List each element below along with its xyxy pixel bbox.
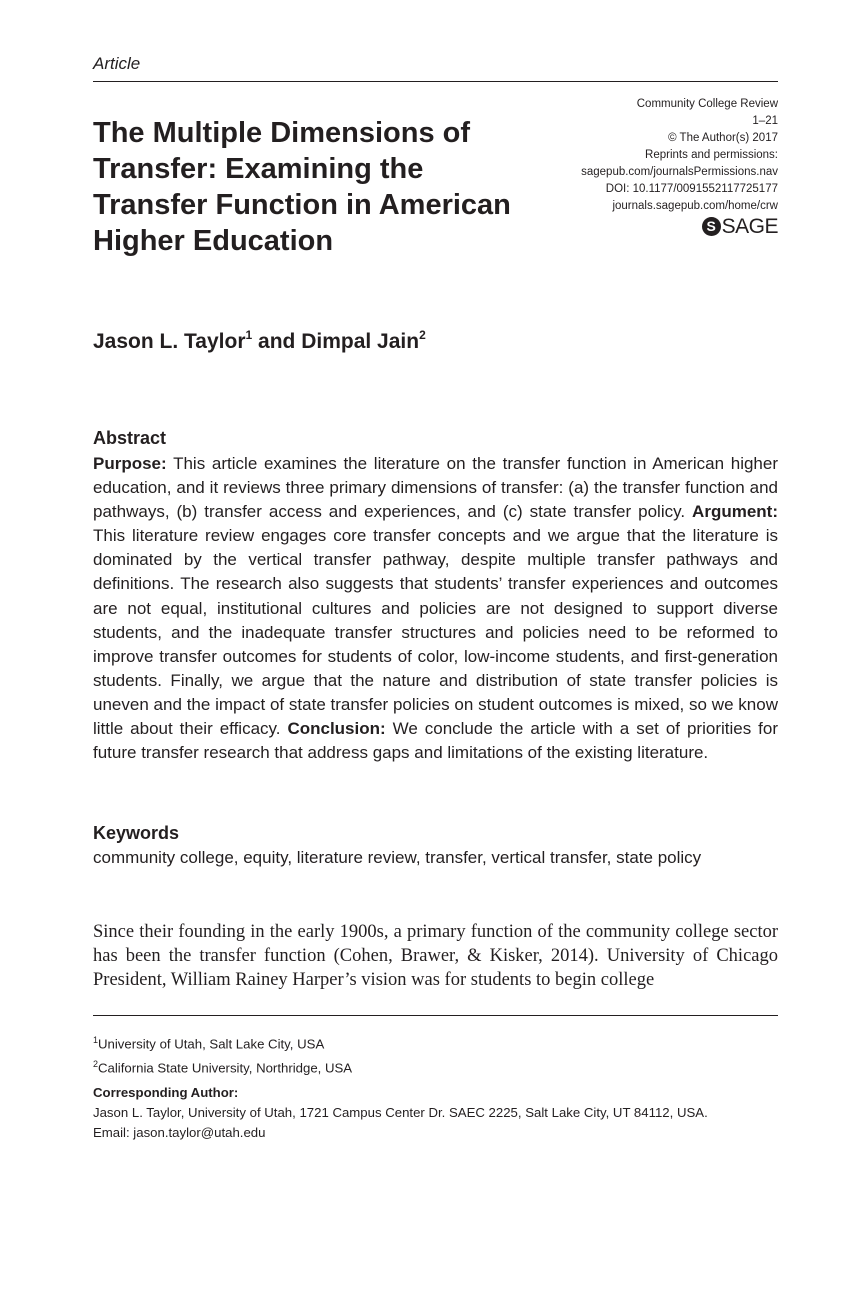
affiliation-item bbox=[93, 1030, 352, 1054]
article-title: The Multiple Dimensions of Transfer: Examining the Transfer Function in American Higher Education bbox=[93, 117, 511, 257]
author-line bbox=[93, 329, 426, 354]
journal-home-link[interactable]: journals.sagepub.com/home/crw bbox=[612, 200, 778, 212]
reprints-line: Reprints and permissions: bbox=[645, 149, 778, 161]
affiliation-item bbox=[93, 1054, 352, 1078]
corresponding-author-block bbox=[93, 1083, 753, 1143]
conclusion-label: Conclusion: bbox=[287, 719, 386, 739]
conclusion-text: We conclude the article with a set of priorities for future transfer research that address gaps and limitations of the existing literature. bbox=[93, 719, 778, 763]
affiliations-block bbox=[93, 1030, 352, 1079]
corresponding-author-heading: Corresponding Author: bbox=[93, 1085, 239, 1100]
journal-name: Community College Review bbox=[636, 98, 778, 110]
sage-s-icon: S bbox=[702, 217, 721, 236]
author-joiner: and bbox=[252, 330, 302, 353]
author-name: Dimpal Jain bbox=[301, 330, 420, 353]
page-range: 1–21 bbox=[752, 115, 778, 127]
corresponding-author-address: Jason L. Taylor, University of Utah, 1721 Campus Center Dr. SAEC 2225, Salt Lake City, UT 84112, USA. bbox=[93, 1105, 708, 1120]
abstract-body bbox=[93, 452, 778, 765]
argument-label: Argument: bbox=[692, 502, 778, 522]
abstract-heading: Abstract bbox=[93, 428, 167, 448]
footnote-rule bbox=[93, 1015, 778, 1016]
keywords-list: community college, equity, literature review, transfer, vertical transfer, state policy bbox=[93, 848, 702, 867]
permissions-link[interactable]: sagepub.com/journalsPermissions.nav bbox=[581, 166, 778, 178]
article-type-label: Article bbox=[93, 54, 141, 73]
argument-text: This literature review engages core transfer concepts and we argue that the literature is dominated by the vertical transfer pathway, despite multiple transfer pathways and definitions. The research also suggests that students’ transfer experiences and outcomes are not equal, institutional cultures and policies are not designed to support diverse students, and the inadequate transfer structures and policies need to be reformed to improve transfer outcomes for students of color, low-income students, and first-generation students. Finally, we argue that the nature and distribution of state transfer policies is uneven and the impact of state transfer policies on student outcomes is mixed, so we know little about their efficacy. bbox=[93, 526, 778, 739]
doi-line[interactable]: DOI: 10.1177/0091552117725177 bbox=[605, 183, 778, 195]
purpose-label: Purpose: bbox=[93, 454, 167, 473]
header-rule bbox=[93, 81, 778, 82]
affiliation-marker: 1 bbox=[93, 1035, 99, 1045]
keywords-heading: Keywords bbox=[93, 823, 180, 843]
affiliation-marker: 2 bbox=[93, 1059, 99, 1070]
affiliation-text: California State University, Northridge, USA bbox=[98, 1060, 353, 1076]
sage-logo-text: SAGE bbox=[721, 215, 778, 238]
affiliation-marker: 2 bbox=[419, 328, 426, 342]
affiliation-marker: 1 bbox=[245, 328, 253, 342]
affiliation-text: University of Utah, Salt Lake City, USA bbox=[98, 1036, 325, 1052]
copyright-line: © The Author(s) 2017 bbox=[668, 132, 778, 144]
body-paragraph: Since their founding in the early 1900s, a primary function of the community college sector has been the transfer function (Cohen, Brawer, & Kisker, 2014). University of Chicago President, William Rainey Harper’s vision was for students to begin college bbox=[93, 922, 778, 991]
corresponding-author-email[interactable]: Email: jason.taylor@utah.edu bbox=[93, 1125, 266, 1140]
purpose-text: This article examines the literature on the transfer function in American higher education, and it reviews three primary dimensions of transfer: (a) the transfer function and pathways, (b) transfer access and experiences, and (c) state transfer policy. bbox=[93, 454, 778, 522]
author-name: Jason L. Taylor bbox=[93, 330, 246, 353]
